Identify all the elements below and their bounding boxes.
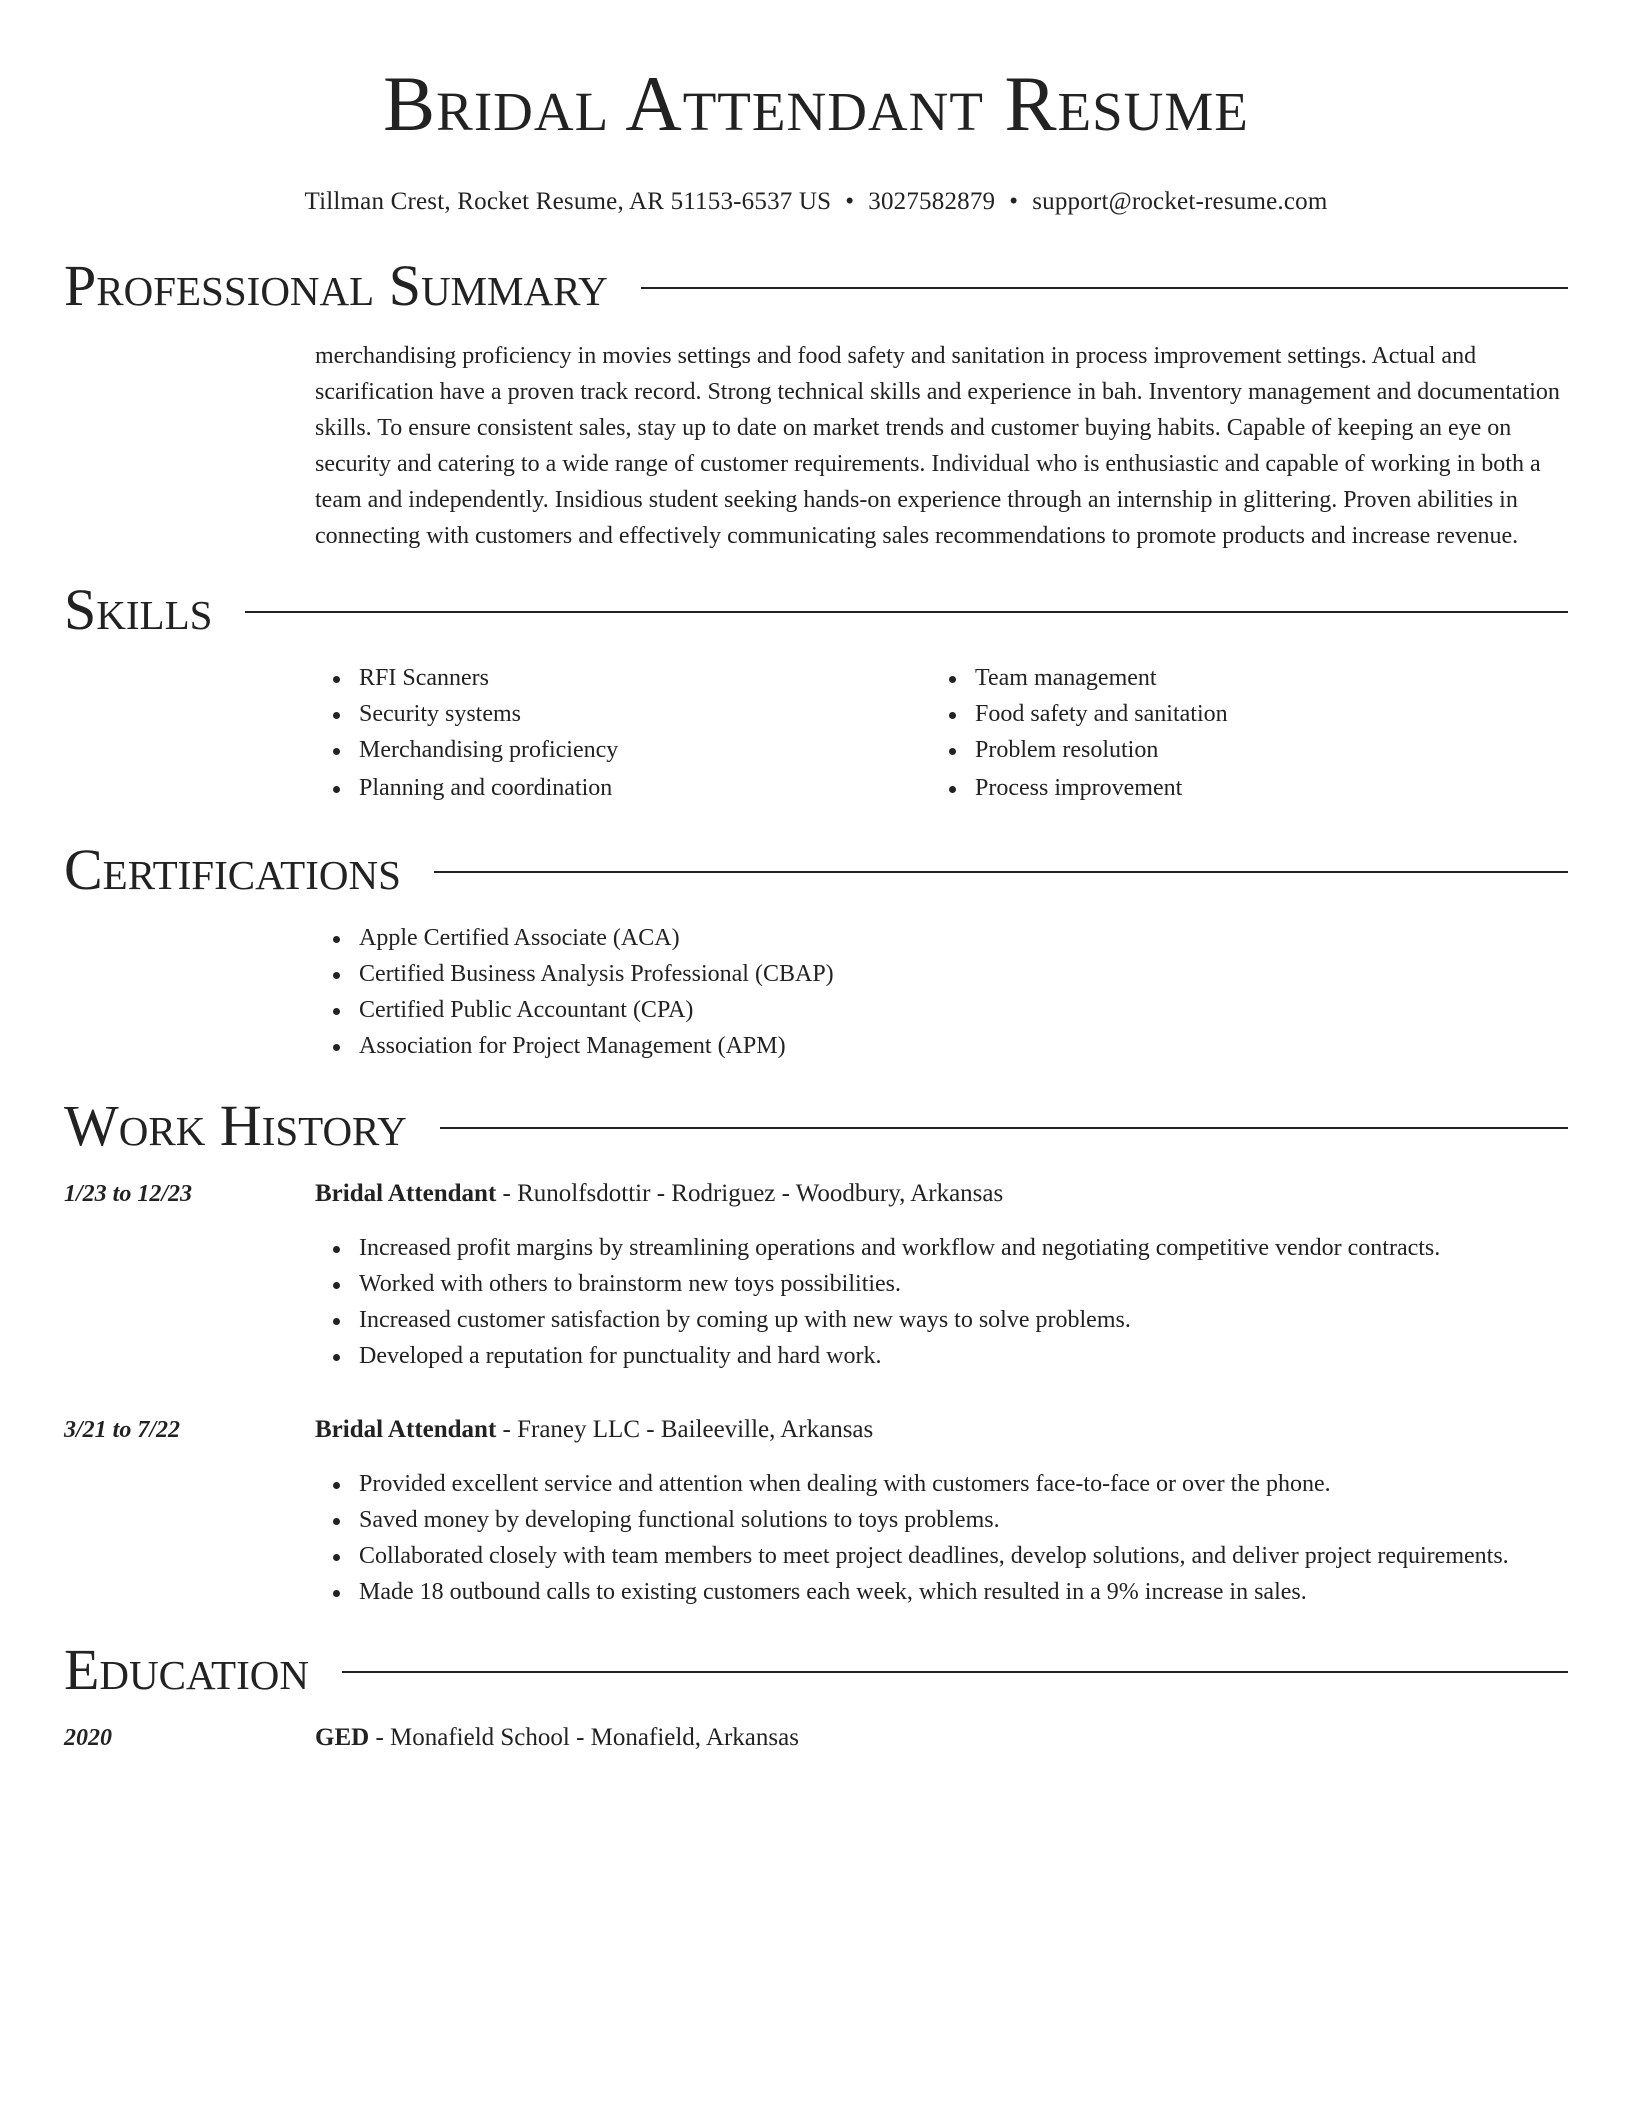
job-dates: 1/23 to 12/23 [64,1181,193,1207]
job-details [315,1176,1568,1374]
contact-address: Tillman Crest, Rocket Resume, AR 51153-6537 US [304,188,832,215]
skill-item: Security systems [359,696,931,732]
job-bullet: Worked with others to brainstorm new toys possibilities. [359,1266,1568,1302]
section-heading-certifications: Certifications [64,837,401,902]
skills-column-left [315,660,931,806]
skill-item: RFI Scanners [359,660,931,696]
skills-list-right [931,660,1547,806]
job-bullet: Provided excellent service and attention when dealing with customers face-to-face or over the phone. [359,1466,1568,1502]
section-divider [440,1127,1568,1129]
contact-line [64,186,1568,218]
resume-page [64,0,1568,1756]
job-bullet: Increased customer satisfaction by coming up with new ways to solve problems. [359,1302,1568,1338]
certifications-header [64,836,1568,904]
skills-list-left [315,660,931,806]
resume-title: Bridal Attendant Resume [383,60,1249,147]
education-entry [64,1720,1568,1756]
section-heading-work-history: Work History [64,1093,407,1158]
job-dates: 3/21 to 7/22 [64,1417,181,1443]
summary-text: merchandising proficiency in movies settings and food safety and sanitation in process improvement settings. Actual and scarification have a proven track record. Strong technical skills and experience in bah. Inventory management and documentation skills. To ensure consistent sales, stay up to date on market trends and customer buying habits. Capable of keeping an eye on security and catering to a wide range of customer requirements. Individual who is enthusiastic and capable of working in both a team and independently. Insidious student seeking hands-on experience through an internship in glittering. Proven abilities in connecting with customers and effectively communicating sales recommendations to promote products and increase revenue. [315,343,1560,549]
skills-section [315,660,1568,806]
job-role: Bridal Attendant [315,1180,497,1207]
certifications-section [315,920,1568,1064]
work-history-header [64,1092,1568,1160]
section-divider [342,1671,1568,1673]
job-employer-location: - Franey LLC - Baileeville, Arkansas [496,1416,874,1443]
job-bullet: Saved money by developing functional solutions to toys problems. [359,1502,1568,1538]
education-school-location: - Monafield School - Monafield, Arkansas [369,1724,799,1751]
section-divider [434,871,1568,873]
skill-item: Process improvement [975,770,1547,806]
contact-phone: 3027582879 [868,188,996,215]
job-title-line [315,1176,1568,1212]
skill-item: Food safety and sanitation [975,696,1547,732]
job-employer-location: - Runolfsdottir - Rodriguez - Woodbury, Arkansas [496,1180,1004,1207]
contact-separator: • [1009,188,1019,215]
skills-header [64,576,1568,644]
section-heading-skills: Skills [64,577,213,642]
skill-item: Planning and coordination [359,770,931,806]
section-divider [245,611,1568,613]
professional-summary-section [315,338,1568,554]
skill-item: Merchandising proficiency [359,732,931,768]
section-divider [641,287,1568,289]
job-role: Bridal Attendant [315,1416,497,1443]
skills-column-right [931,660,1547,806]
job-entry [64,1412,1568,1610]
skill-item: Team management [975,660,1547,696]
education-year: 2020 [64,1725,112,1751]
job-bullets [315,1230,1568,1374]
section-heading-education: Education [64,1637,309,1702]
job-bullet: Collaborated closely with team members to meet project deadlines, develop solutions, and deliver project requirements. [359,1538,1568,1574]
professional-summary-header [64,252,1568,320]
certification-item: Certified Business Analysis Professional (CBAP) [359,956,1568,992]
contact-email: support@rocket-resume.com [1032,188,1328,215]
job-bullet: Developed a reputation for punctuality and hard work. [359,1338,1568,1374]
certification-item: Apple Certified Associate (ACA) [359,920,1568,956]
education-details [315,1720,1568,1756]
certification-item: Certified Public Accountant (CPA) [359,992,1568,1028]
contact-separator: • [845,188,855,215]
certifications-list [315,920,1568,1064]
job-details [315,1412,1568,1610]
job-entry [64,1176,1568,1374]
job-bullet: Made 18 outbound calls to existing customers each week, which resulted in a 9% increase in sales. [359,1574,1568,1610]
skill-item: Problem resolution [975,732,1547,768]
job-title-line [315,1412,1568,1448]
section-heading-professional-summary: Professional Summary [64,253,608,318]
education-degree: GED [315,1724,370,1751]
education-title-line [315,1720,1568,1756]
education-header [64,1636,1568,1704]
certification-item: Association for Project Management (APM) [359,1028,1568,1064]
job-bullets [315,1466,1568,1610]
job-bullet: Increased profit margins by streamlining operations and workflow and negotiating competitive vendor contracts. [359,1230,1568,1266]
